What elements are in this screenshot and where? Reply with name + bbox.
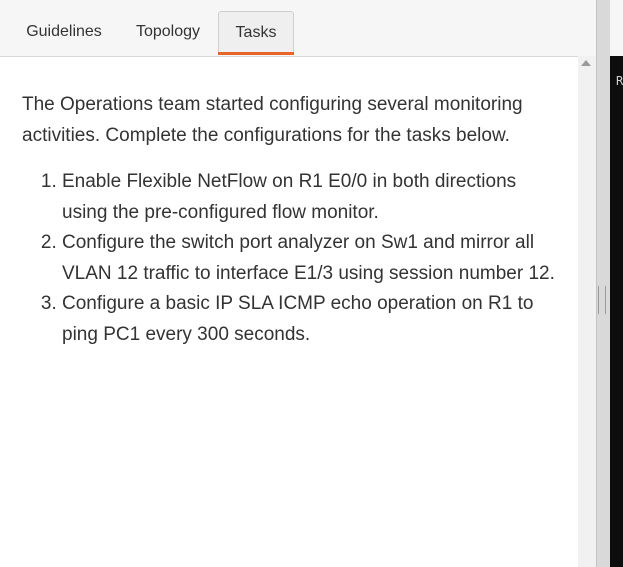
- panel-splitter[interactable]: [596, 0, 610, 567]
- task-item-1: 1. Enable Flexible NetFlow on R1 E0/0 in both directions using the pre-configured flow monitor.: [62, 167, 562, 228]
- console-text: R: [616, 74, 623, 88]
- console-panel[interactable]: [610, 0, 623, 567]
- triangle-up-icon[interactable]: [581, 60, 591, 66]
- active-tab-indicator: [218, 52, 294, 55]
- task-item-3: 3. Configure a basic IP SLA ICMP echo operation on R1 to ping PC1 every 300 seconds.: [62, 289, 562, 350]
- task-list: [22, 167, 562, 350]
- tab-bar: [0, 0, 596, 57]
- vertical-scrollbar[interactable]: [578, 56, 596, 567]
- tab-topology[interactable]: Topology: [135, 23, 201, 40]
- task-content: [22, 90, 562, 350]
- intro-text: The Operations team started configuring several monitoring activities. Complete the configurations for the tasks below.: [22, 94, 523, 146]
- console-header: [610, 0, 623, 56]
- task-item-2: 2. Configure the switch port analyzer on Sw1 and mirror all VLAN 12 traffic to interface E1/3 using session number 12.: [62, 228, 562, 289]
- drag-handle-icon[interactable]: [598, 286, 606, 314]
- tab-guidelines[interactable]: Guidelines: [26, 23, 102, 40]
- tab-tasks[interactable]: Tasks: [218, 11, 294, 55]
